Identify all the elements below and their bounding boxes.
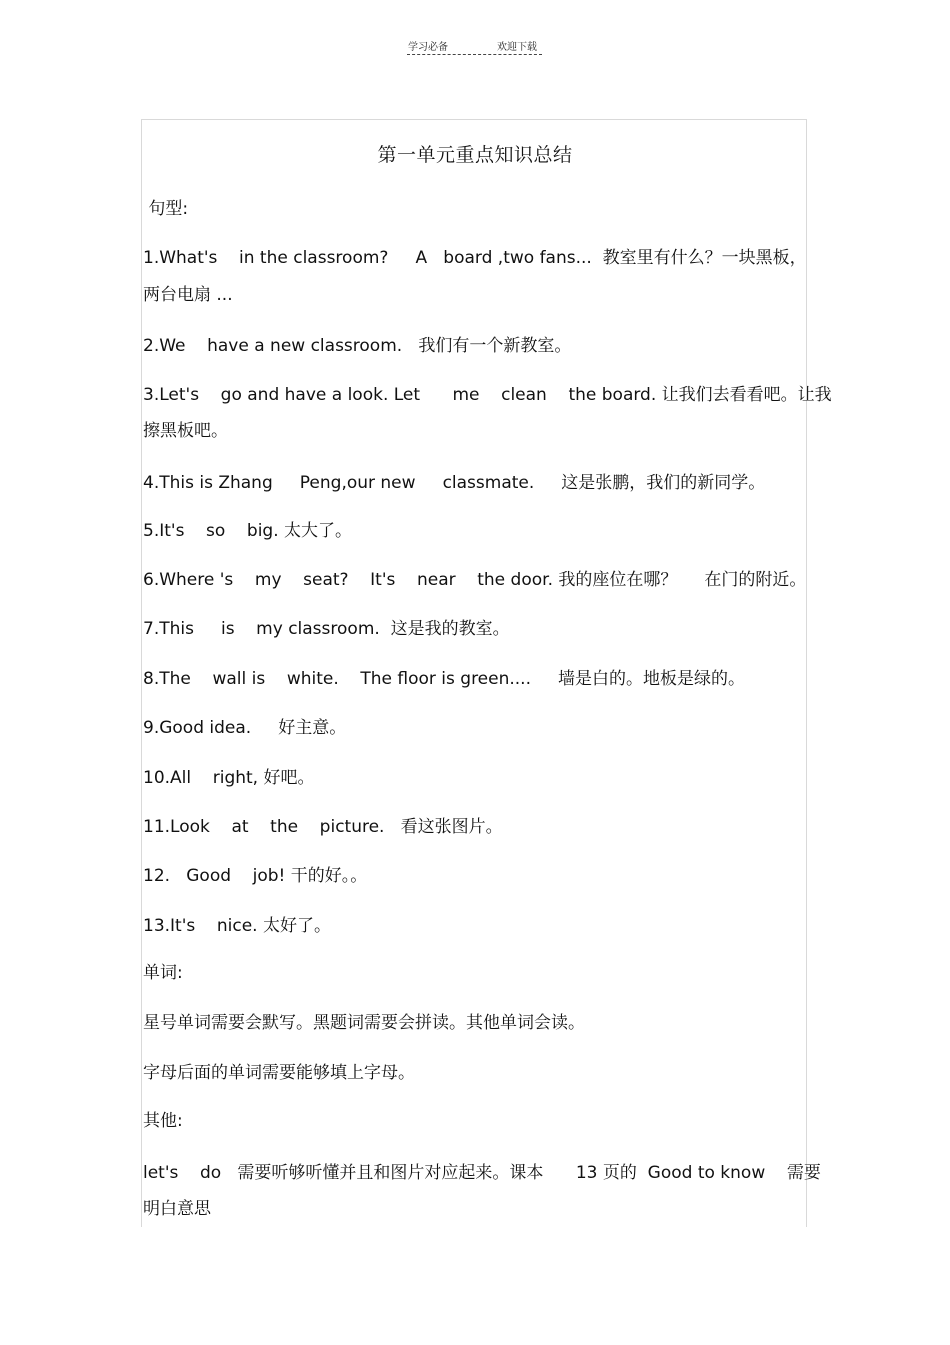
header-left-text: 学习必备 (408, 42, 448, 53)
sentence-13: 13.It's nice. 太好了。 (143, 916, 331, 936)
document-title: 第一单元重点知识总结 (377, 144, 573, 166)
sentence-12: 12. Good job! 干的好。。 (143, 866, 368, 886)
sentence-11: 11.Look at the picture. 看这张图片。 (143, 817, 503, 837)
words-note-2: 字母后面的单词需要能够填上字母。 (143, 1063, 415, 1083)
header-right-text: 欢迎下载 (497, 42, 537, 53)
sentence-9: 9.Good idea. 好主意。 (143, 718, 347, 738)
sentence-10: 10.All right, 好吧。 (143, 768, 315, 788)
sentence-1-line-1: 1.What's in the classroom? A board ,two fans... 教室里有什么？一块黑板， (143, 248, 807, 268)
sentence-2: 2.We have a new classroom. 我们有一个新教室。 (143, 336, 572, 356)
sentence-1-line-2: 两台电扇 ... (143, 285, 233, 305)
other-note-line-2: 明白意思 (143, 1199, 211, 1219)
sentence-3-line-1: 3.Let's go and have a look. Let me clean the board. 让我们去看看吧。让我 (143, 385, 832, 405)
words-note-1: 星号单词需要会默写。黑题词需要会拼读。其他单词会读。 (143, 1013, 585, 1033)
sentence-5: 5.It's so big. 太大了。 (143, 521, 353, 541)
sentence-6: 6.Where 's my seat? It's near the door. 我的座位在哪？ 在门的附近。 (143, 570, 807, 590)
section-heading-words: 单词: (143, 963, 183, 983)
sentence-7: 7.This is my classroom. 这是我的教室。 (143, 619, 510, 639)
sentence-3-line-2: 擦黑板吧。 (143, 421, 228, 441)
page-header (0, 38, 950, 58)
other-note-line-1: let's do 需要听够听懂并且和图片对应起来。课本 13 页的 Good to know 需要 (143, 1163, 821, 1183)
sentence-4: 4.This is Zhang Peng,our new classmate. 这是张鹏，我们的新同学。 (143, 473, 766, 493)
header-dashed-rule (407, 54, 542, 55)
sentence-8: 8.The wall is white. The floor is green.... 墙是白的。地板是绿的。 (143, 669, 746, 689)
section-heading-other: 其他: (143, 1111, 183, 1131)
section-heading-sentences: 句型: (143, 199, 189, 219)
